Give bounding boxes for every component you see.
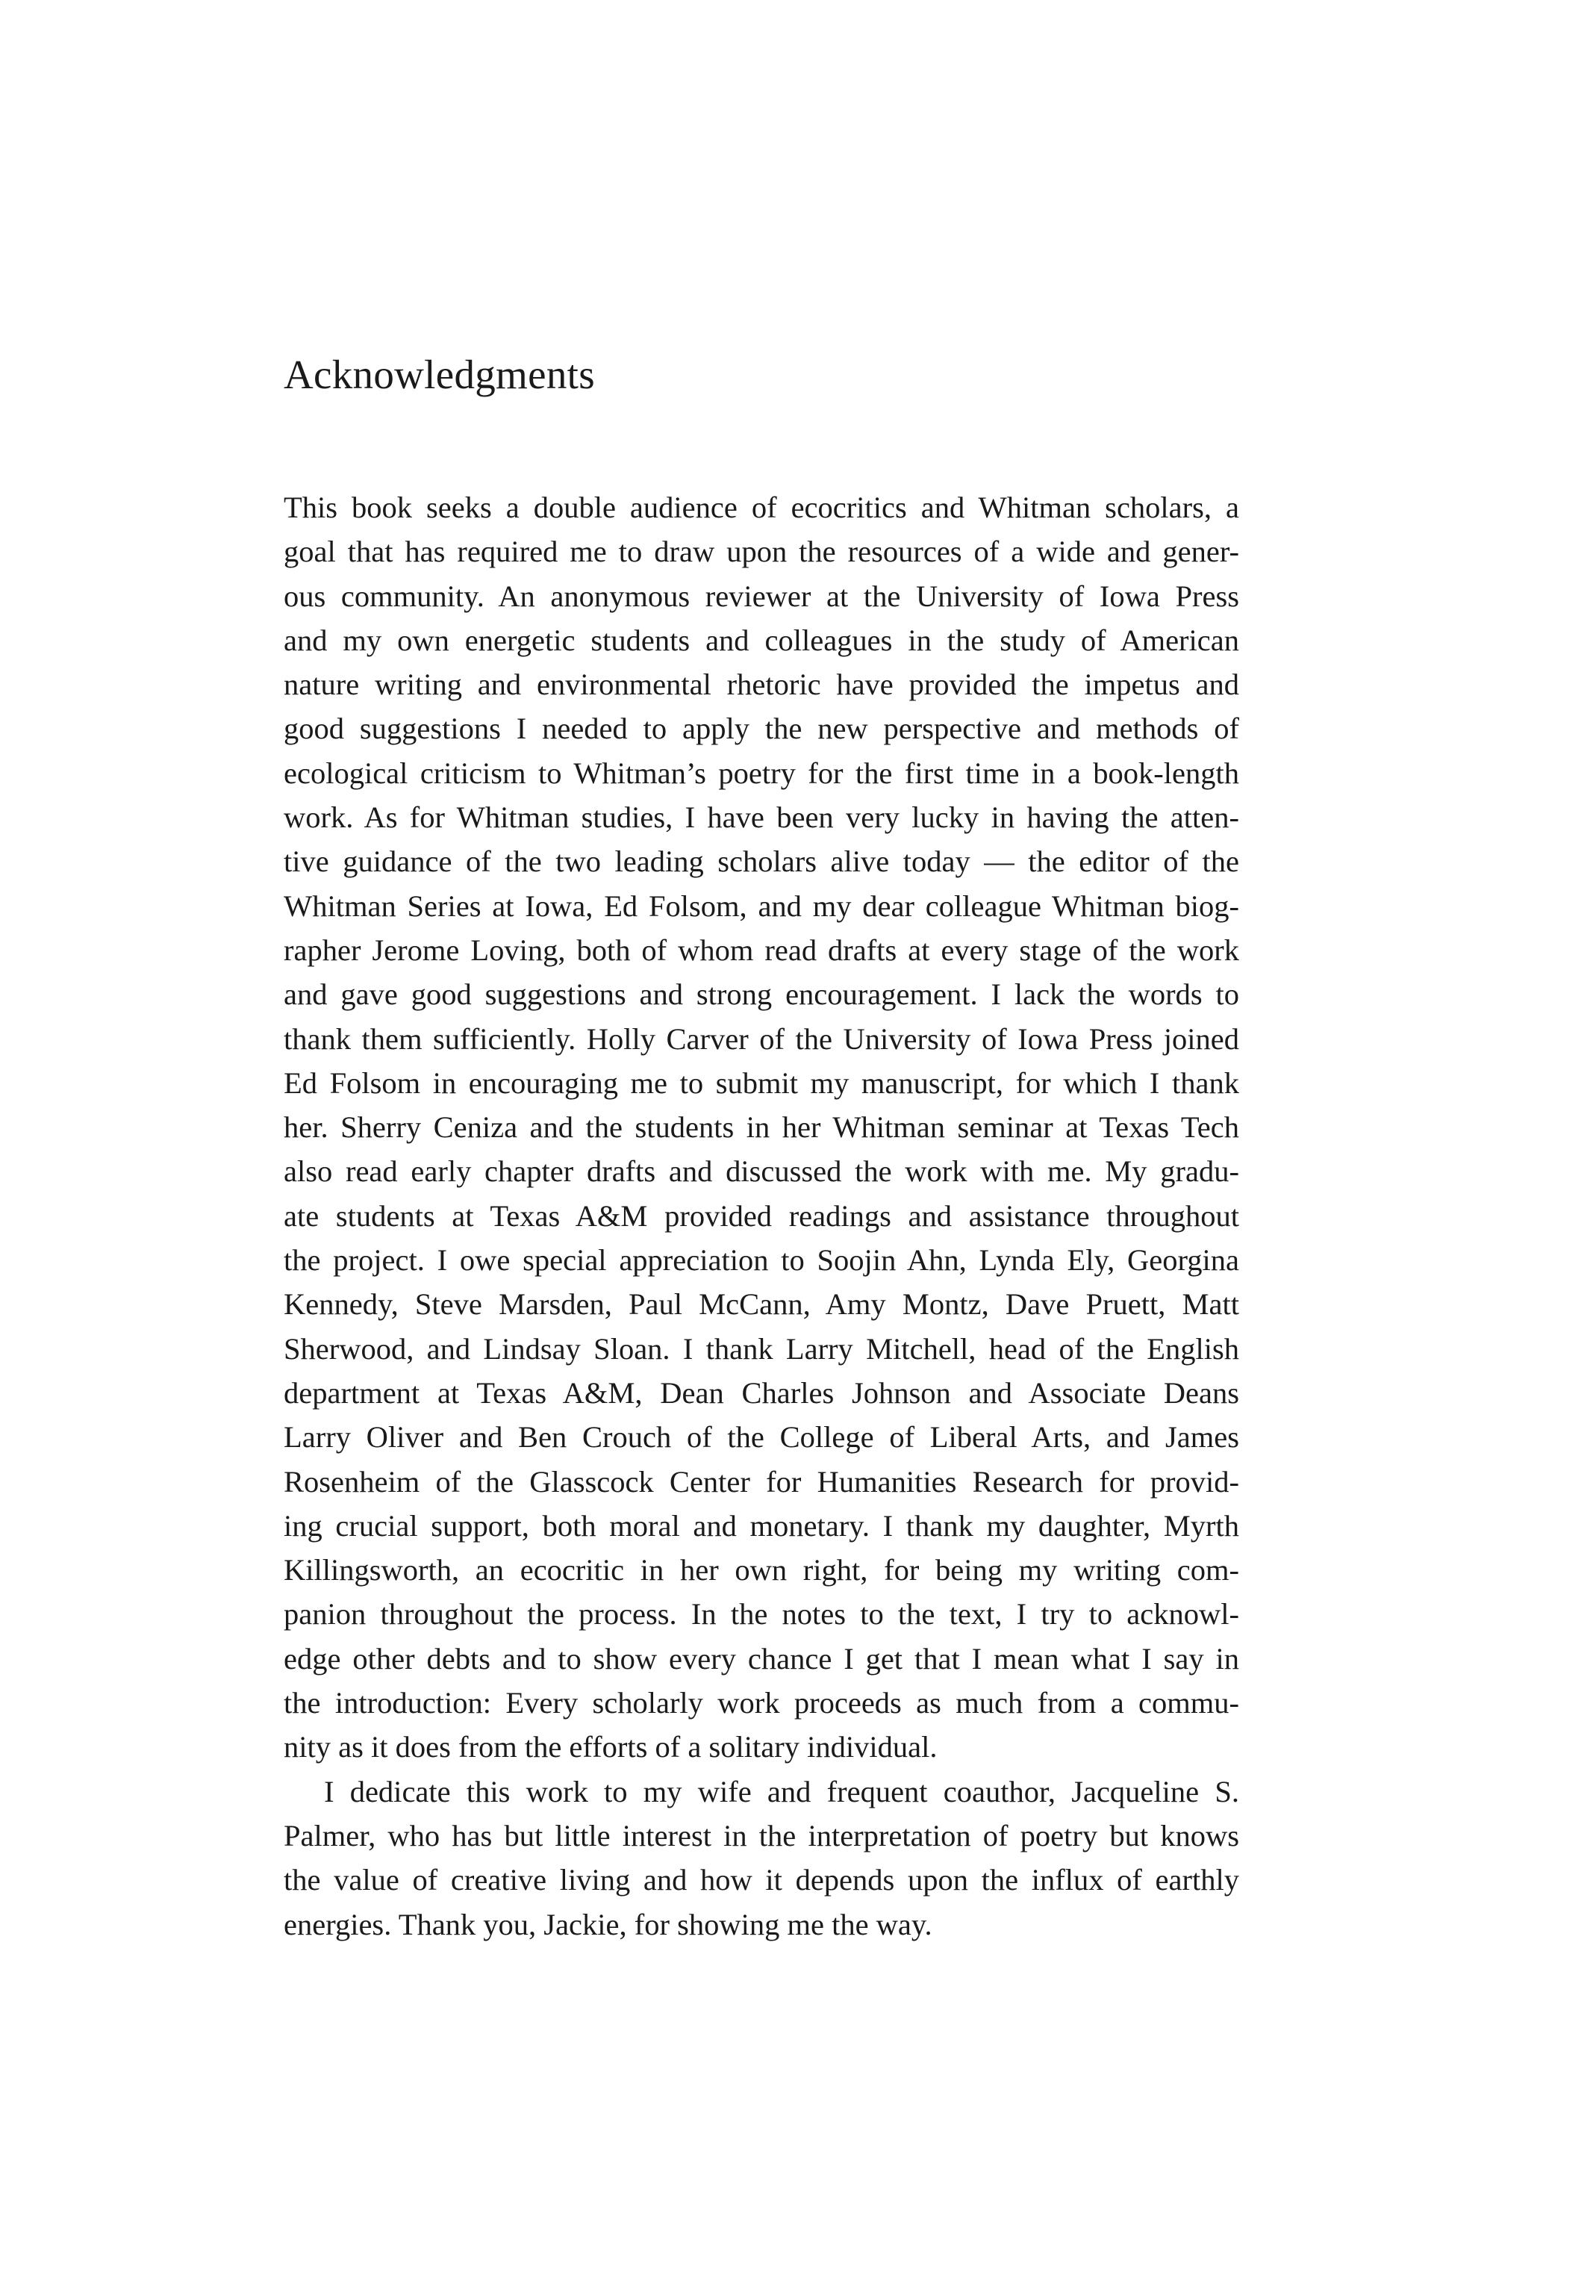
text-line: ecological criticism to Whitman’s poetry for the first time in a book-length xyxy=(284,756,1239,790)
text-line: her. Sherry Ceniza and the students in her Whitman seminar at Texas Tech xyxy=(284,1110,1239,1145)
text-line: This book seeks a double audience of ecocritics and Whitman scholars, a xyxy=(284,491,1239,524)
text-line: panion throughout the process. In the notes to the text, I try to acknowl- xyxy=(284,1597,1239,1631)
text-line: Whitman Series at Iowa, Ed Folsom, and my dear colleague Whitman biog- xyxy=(284,889,1239,923)
text-line: good suggestions I needed to apply the new perspective and methods of xyxy=(284,712,1239,746)
paragraph-2 xyxy=(284,1770,1239,1947)
text-line: and my own energetic students and colleagues in the study of American xyxy=(284,623,1239,657)
text-line: the value of creative living and how it depends upon the influx of earthly xyxy=(284,1863,1239,1897)
text-line: I dedicate this work to my wife and frequent coauthor, Jacqueline S. xyxy=(324,1774,1239,1808)
text-line: Ed Folsom in encouraging me to submit my manuscript, for which I thank xyxy=(284,1065,1239,1100)
text-line: tive guidance of the two leading scholars alive today — the editor of the xyxy=(284,844,1239,879)
paragraph-1 xyxy=(284,485,1239,1770)
text-line: ous community. An anonymous reviewer at the University of Iowa Press xyxy=(284,579,1239,613)
text-line: rapher Jerome Loving, both of whom read drafts at every stage of the work xyxy=(284,933,1239,967)
text-line: thank them sufficiently. Holly Carver of the University of Iowa Press joined xyxy=(284,1021,1239,1056)
acknowledgments-body xyxy=(284,485,1239,1947)
page-title: Acknowledgments xyxy=(284,352,595,397)
text-line: work. As for Whitman studies, I have been very lucky in having the atten- xyxy=(284,800,1239,835)
text-line: Palmer, who has but little interest in the interpretation of poetry but knows xyxy=(284,1818,1239,1852)
text-line: also read early chapter drafts and discussed the work with me. My gradu- xyxy=(284,1154,1239,1189)
text-line: Killingsworth, an ecocritic in her own right, for being my writing com- xyxy=(284,1553,1239,1587)
text-line: Kennedy, Steve Marsden, Paul McCann, Amy Montz, Dave Pruett, Matt xyxy=(284,1287,1239,1322)
text-line: nity as it does from the efforts of a solitary individual. xyxy=(284,1730,938,1764)
text-line: goal that has required me to draw upon the resources of a wide and gener- xyxy=(284,535,1239,569)
text-line: and gave good suggestions and strong encouragement. I lack the words to xyxy=(284,977,1239,1012)
text-line: Larry Oliver and Ben Crouch of the College of Liberal Arts, and James xyxy=(284,1420,1239,1455)
text-line: nature writing and environmental rhetoric have provided the impetus and xyxy=(284,668,1239,702)
text-line: Sherwood, and Lindsay Sloan. I thank Larry Mitchell, head of the English xyxy=(284,1331,1239,1366)
text-line: edge other debts and to show every chance I get that I mean what I say in xyxy=(284,1641,1239,1676)
text-line: ate students at Texas A&M provided readings and assistance throughout xyxy=(284,1198,1239,1233)
text-line: energies. Thank you, Jackie, for showing me the way. xyxy=(284,1907,932,1941)
text-line: ing crucial support, both moral and monetary. I thank my daughter, Myrth xyxy=(284,1508,1239,1543)
text-line: Rosenheim of the Glasscock Center for Humanities Research for provid- xyxy=(284,1464,1239,1499)
text-line: department at Texas A&M, Dean Charles Johnson and Associate Deans xyxy=(284,1375,1239,1410)
text-line: the project. I owe special appreciation to Soojin Ahn, Lynda Ely, Georgina xyxy=(284,1243,1239,1278)
text-line: the introduction: Every scholarly work proceeds as much from a commu- xyxy=(284,1686,1239,1720)
